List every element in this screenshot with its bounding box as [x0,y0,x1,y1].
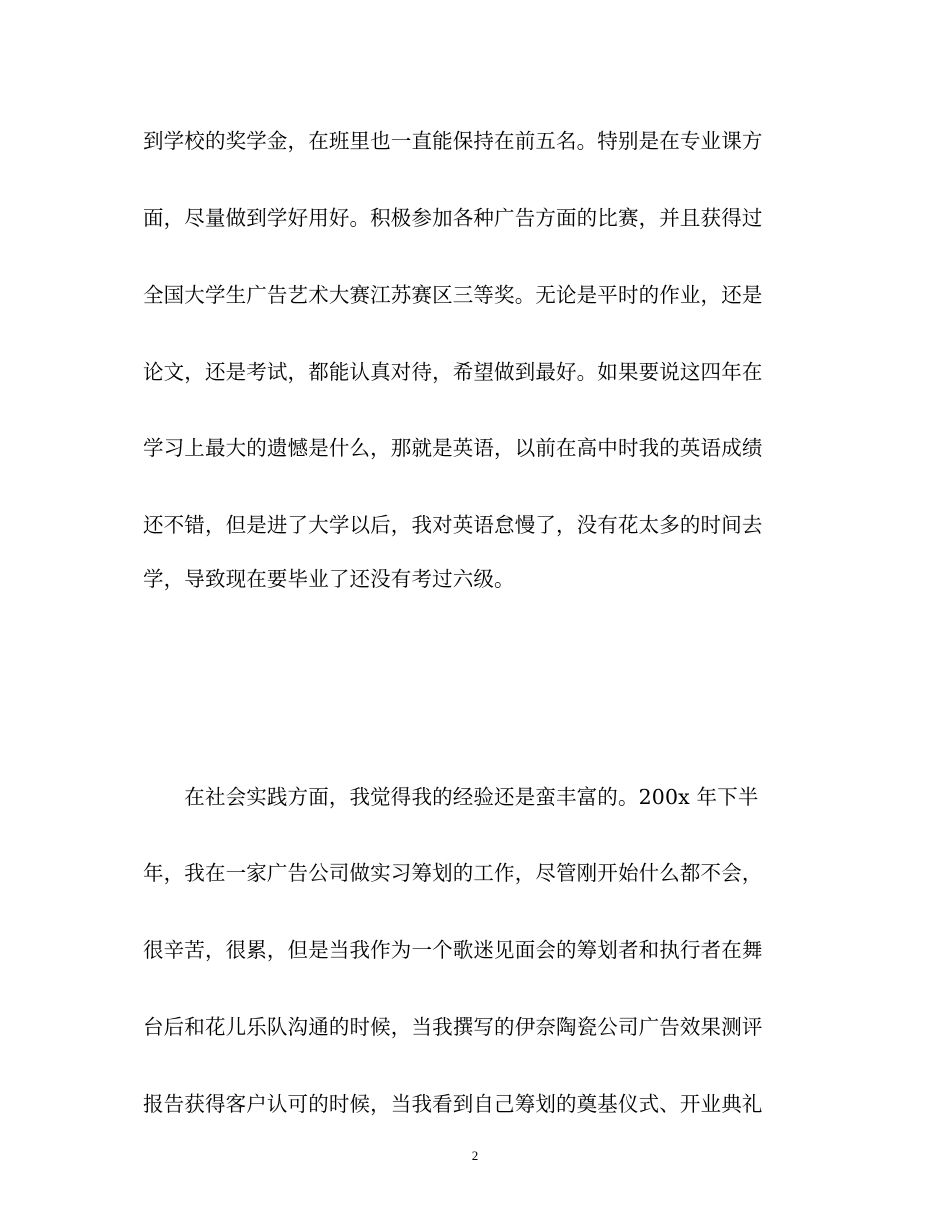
paragraph-2-line-3: 很辛苦，很累，但是当我作为一个歌迷见面会的筹划者和执行者在舞 [143,938,763,962]
paragraph-2-line-5: 报告获得客户认可的时候，当我看到自己筹划的奠基仪式、开业典礼 [143,1092,763,1116]
paragraph-1-line-7: 学，导致现在要毕业了还没有考过六级。 [143,567,515,591]
paragraph-1-line-4: 论文，还是考试，都能认真对待，希望做到最好。如果要说这四年在 [143,360,763,384]
paragraph-2-line-1: 在社会实践方面，我觉得我的经验还是蛮丰富的。200x 年下半 [143,785,759,809]
paragraph-1-line-6: 还不错，但是进了大学以后，我对英语怠慢了，没有花太多的时间去 [143,513,763,537]
paragraph-1-line-2: 面，尽量做到学好用好。积极参加各种广告方面的比赛，并且获得过 [143,206,763,230]
paragraph-2-line-2: 年，我在一家广告公司做实习筹划的工作，尽管刚开始什么都不会， [143,861,763,885]
paragraph-1-line-1: 到学校的奖学金，在班里也一直能保持在前五名。特别是在专业课方 [143,129,763,153]
paragraph-1-line-5: 学习上最大的遗憾是什么，那就是英语，以前在高中时我的英语成绩 [143,436,763,460]
page-number: 2 [471,1148,479,1163]
paragraph-2-line-4: 台后和花儿乐队沟通的时候，当我撰写的伊奈陶瓷公司广告效果测评 [143,1015,763,1039]
paragraph-1-line-3: 全国大学生广告艺术大赛江苏赛区三等奖。无论是平时的作业，还是 [143,283,763,307]
